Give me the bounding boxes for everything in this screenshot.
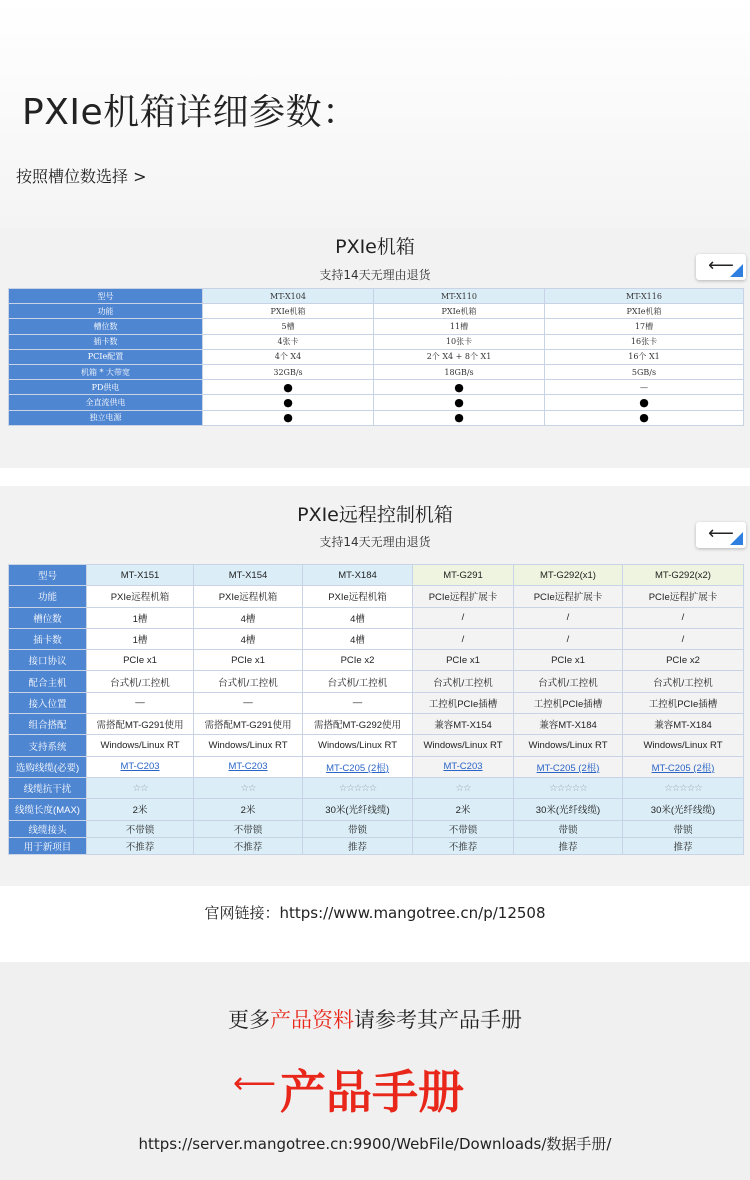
- table-row: [9, 586, 744, 607]
- table-row: [9, 735, 744, 756]
- row-label: 全直流供电: [9, 395, 203, 410]
- row-label: 用于新项目: [9, 837, 87, 854]
- table-cell: 4槽: [194, 607, 303, 628]
- row-label: 线缆抗干扰: [9, 777, 87, 798]
- table-cell: —: [87, 692, 194, 713]
- table-cell: 16张卡: [545, 334, 744, 349]
- table-cell: 带锁: [623, 820, 744, 837]
- table-cell: 4个 X4: [203, 349, 374, 364]
- star-rating: ☆☆☆☆☆: [303, 777, 413, 798]
- table-cell: 不带锁: [194, 820, 303, 837]
- table-cell: 17槽: [545, 319, 744, 334]
- cable-link[interactable]: MT-C205 (2根): [623, 756, 744, 777]
- table-row: [9, 777, 744, 798]
- table-cell: PXIe远程机箱: [194, 586, 303, 607]
- corner-triangle-icon: [730, 532, 743, 545]
- section-subtitle: 支持14天无理由退货: [319, 535, 431, 549]
- table-cell: 1槽: [87, 628, 194, 649]
- row-label: 槽位数: [9, 319, 203, 334]
- table-cell: 台式机/工控机: [194, 671, 303, 692]
- table-cell: 不带锁: [87, 820, 194, 837]
- table-cell: 需搭配MT-G292使用: [303, 714, 413, 735]
- table-cell: MT-G292(x1): [514, 565, 623, 586]
- table-cell: 30米(光纤线缆): [514, 799, 623, 820]
- table-cell: MT-X151: [87, 565, 194, 586]
- table-cell: 2米: [413, 799, 514, 820]
- table-cell: 16个 X1: [545, 349, 744, 364]
- row-label: 机箱 * 大带宽: [9, 364, 203, 379]
- table-row: [9, 319, 744, 334]
- manual-title[interactable]: 产品手册: [280, 1065, 464, 1119]
- table-cell: PXIe机箱: [374, 304, 545, 319]
- table-cell: ●: [203, 380, 374, 395]
- table-cell: 带锁: [514, 820, 623, 837]
- table-cell: 台式机/工控机: [514, 671, 623, 692]
- table-row: [9, 607, 744, 628]
- more-prefix: 更多: [228, 1008, 270, 1032]
- table-cell: PCIe x1: [514, 650, 623, 671]
- row-label: 线缆接头: [9, 820, 87, 837]
- scroll-left-button[interactable]: [696, 522, 746, 548]
- table-cell: —: [194, 692, 303, 713]
- table-row: [9, 628, 744, 649]
- table-cell: 18GB/s: [374, 364, 545, 379]
- more-highlight: 产品资料: [270, 1008, 354, 1032]
- table-cell: MT-X104: [203, 289, 374, 304]
- star-rating: ☆☆☆☆☆: [514, 777, 623, 798]
- table-row: [9, 304, 744, 319]
- table-cell: 兼容MT-X154: [413, 714, 514, 735]
- table-cell: Windows/Linux RT: [194, 735, 303, 756]
- table-cell: 推荐: [514, 837, 623, 854]
- table-cell: 4槽: [303, 607, 413, 628]
- more-info-text: [0, 1004, 750, 1034]
- row-label: 型号: [9, 289, 203, 304]
- table-cell: 4槽: [194, 628, 303, 649]
- cable-link[interactable]: MT-C203: [413, 756, 514, 777]
- table-cell: 30米(光纤线缆): [303, 799, 413, 820]
- table-cell: ●: [374, 395, 545, 410]
- table-cell: —: [303, 692, 413, 713]
- row-label: 插卡数: [9, 334, 203, 349]
- table-row: [9, 289, 744, 304]
- table-cell: /: [413, 628, 514, 649]
- row-label: 型号: [9, 565, 87, 586]
- table-cell: 工控机PCIe插槽: [413, 692, 514, 713]
- row-label: 槽位数: [9, 607, 87, 628]
- row-label: 线缆长度(MAX): [9, 799, 87, 820]
- scroll-left-button[interactable]: [696, 254, 746, 280]
- table-cell: 5GB/s: [545, 364, 744, 379]
- table-row: [9, 380, 744, 395]
- table-row: [9, 692, 744, 713]
- table-cell: 台式机/工控机: [413, 671, 514, 692]
- row-label: 插卡数: [9, 628, 87, 649]
- page-title: PXIe机箱详细参数：: [22, 92, 359, 133]
- table-row: [9, 349, 744, 364]
- table-cell: PCIe x1: [413, 650, 514, 671]
- table-cell: 不推荐: [194, 837, 303, 854]
- pxie-chassis-table: [8, 288, 744, 426]
- table-cell: ●: [545, 410, 744, 425]
- table-cell: 32GB/s: [203, 364, 374, 379]
- table-cell: 1槽: [87, 607, 194, 628]
- left-arrow-icon: ⟵: [708, 523, 734, 544]
- pxie-remote-table: [8, 564, 744, 855]
- table-cell: PCIe x1: [194, 650, 303, 671]
- table-cell: ●: [203, 395, 374, 410]
- row-label: 功能: [9, 586, 87, 607]
- table-row: [9, 650, 744, 671]
- table-cell: PXIe机箱: [545, 304, 744, 319]
- left-arrow-icon: ⟵: [233, 1066, 273, 1101]
- table-cell: PCIe远程扩展卡: [514, 586, 623, 607]
- table-cell: 不推荐: [413, 837, 514, 854]
- table-cell: PCIe x2: [303, 650, 413, 671]
- table-cell: MT-G291: [413, 565, 514, 586]
- row-label: 功能: [9, 304, 203, 319]
- manual-url-link[interactable]: https://server.mangotree.cn:9900/WebFile/Downloads/数据手册/: [138, 1135, 612, 1153]
- table-cell: 需搭配MT-G291使用: [194, 714, 303, 735]
- section-title: PXIe机箱: [335, 236, 415, 258]
- table-row: [9, 714, 744, 735]
- table-cell: /: [623, 628, 744, 649]
- table-row: [9, 395, 744, 410]
- table-cell: 4槽: [303, 628, 413, 649]
- table-cell: 不带锁: [413, 820, 514, 837]
- left-arrow-icon: ⟵: [708, 255, 734, 276]
- table-cell: 10张卡: [374, 334, 545, 349]
- star-rating: ☆☆☆☆☆: [623, 777, 744, 798]
- table-cell: PCIe远程扩展卡: [413, 586, 514, 607]
- table-cell: 需搭配MT-G291使用: [87, 714, 194, 735]
- more-suffix: 请参考其产品手册: [354, 1008, 522, 1032]
- row-label: PD供电: [9, 380, 203, 395]
- star-rating: ☆☆: [87, 777, 194, 798]
- official-site-link[interactable]: 官网链接：https://www.mangotree.cn/p/12508: [204, 904, 546, 922]
- table-cell: 推荐: [303, 837, 413, 854]
- table-cell: 2米: [87, 799, 194, 820]
- table-cell: Windows/Linux RT: [87, 735, 194, 756]
- table-cell: PXIe机箱: [203, 304, 374, 319]
- table-cell: /: [514, 628, 623, 649]
- cable-link[interactable]: MT-C203: [87, 756, 194, 777]
- table-row: [9, 410, 744, 425]
- table-cell: 不推荐: [87, 837, 194, 854]
- table-cell: 11槽: [374, 319, 545, 334]
- table-cell: 台式机/工控机: [303, 671, 413, 692]
- table-row: [9, 671, 744, 692]
- table-cell: 工控机PCIe插槽: [623, 692, 744, 713]
- table-cell: /: [514, 607, 623, 628]
- table-cell: 5槽: [203, 319, 374, 334]
- table-row: [9, 756, 744, 777]
- table-cell: Windows/Linux RT: [303, 735, 413, 756]
- table-cell: Windows/Linux RT: [413, 735, 514, 756]
- table-cell: 台式机/工控机: [87, 671, 194, 692]
- row-label: 独立电源: [9, 410, 203, 425]
- table-cell: /: [623, 607, 744, 628]
- table-cell: 兼容MT-X184: [514, 714, 623, 735]
- table-cell: 2个 X4 + 8个 X1: [374, 349, 545, 364]
- cable-link[interactable]: MT-C203: [194, 756, 303, 777]
- table-row: [9, 820, 744, 837]
- corner-triangle-icon: [730, 264, 743, 277]
- row-label: 组合搭配: [9, 714, 87, 735]
- table-cell: 台式机/工控机: [623, 671, 744, 692]
- row-label: 接口协议: [9, 650, 87, 671]
- table-cell: PXIe远程机箱: [87, 586, 194, 607]
- star-rating: ☆☆: [194, 777, 303, 798]
- table-cell: ●: [374, 410, 545, 425]
- table-cell: Windows/Linux RT: [623, 735, 744, 756]
- slot-select-link[interactable]: 按照槽位数选择 >: [16, 167, 147, 186]
- table-cell: MT-G292(x2): [623, 565, 744, 586]
- table-cell: 工控机PCIe插槽: [514, 692, 623, 713]
- row-label: 选购线缆(必要): [9, 756, 87, 777]
- table-cell: MT-X116: [545, 289, 744, 304]
- table-cell: ●: [374, 380, 545, 395]
- row-label: 支持系统: [9, 735, 87, 756]
- section-subtitle: 支持14天无理由退货: [319, 268, 431, 282]
- table-cell: ●: [545, 395, 744, 410]
- table-row: [9, 837, 744, 854]
- table-row: [9, 565, 744, 586]
- table-cell: 30米(光纤线缆): [623, 799, 744, 820]
- table-cell: 带锁: [303, 820, 413, 837]
- table-cell: 兼容MT-X184: [623, 714, 744, 735]
- table-cell: —: [545, 380, 744, 395]
- section-title: PXIe远程控制机箱: [297, 504, 453, 526]
- table-row: [9, 799, 744, 820]
- table-cell: MT-X154: [194, 565, 303, 586]
- table-cell: PCIe x1: [87, 650, 194, 671]
- table-cell: PCIe远程扩展卡: [623, 586, 744, 607]
- table-cell: 4张卡: [203, 334, 374, 349]
- table-cell: Windows/Linux RT: [514, 735, 623, 756]
- star-rating: ☆☆: [413, 777, 514, 798]
- row-label: PCIe配置: [9, 349, 203, 364]
- table-row: [9, 364, 744, 379]
- table-cell: PCIe x2: [623, 650, 744, 671]
- table-cell: PXIe远程机箱: [303, 586, 413, 607]
- row-label: 接入位置: [9, 692, 87, 713]
- table-cell: 推荐: [623, 837, 744, 854]
- table-cell: ●: [203, 410, 374, 425]
- table-cell: MT-X110: [374, 289, 545, 304]
- table-cell: 2米: [194, 799, 303, 820]
- cable-link[interactable]: MT-C205 (2根): [303, 756, 413, 777]
- cable-link[interactable]: MT-C205 (2根): [514, 756, 623, 777]
- table-cell: MT-X184: [303, 565, 413, 586]
- table-cell: /: [413, 607, 514, 628]
- table-row: [9, 334, 744, 349]
- row-label: 配合主机: [9, 671, 87, 692]
